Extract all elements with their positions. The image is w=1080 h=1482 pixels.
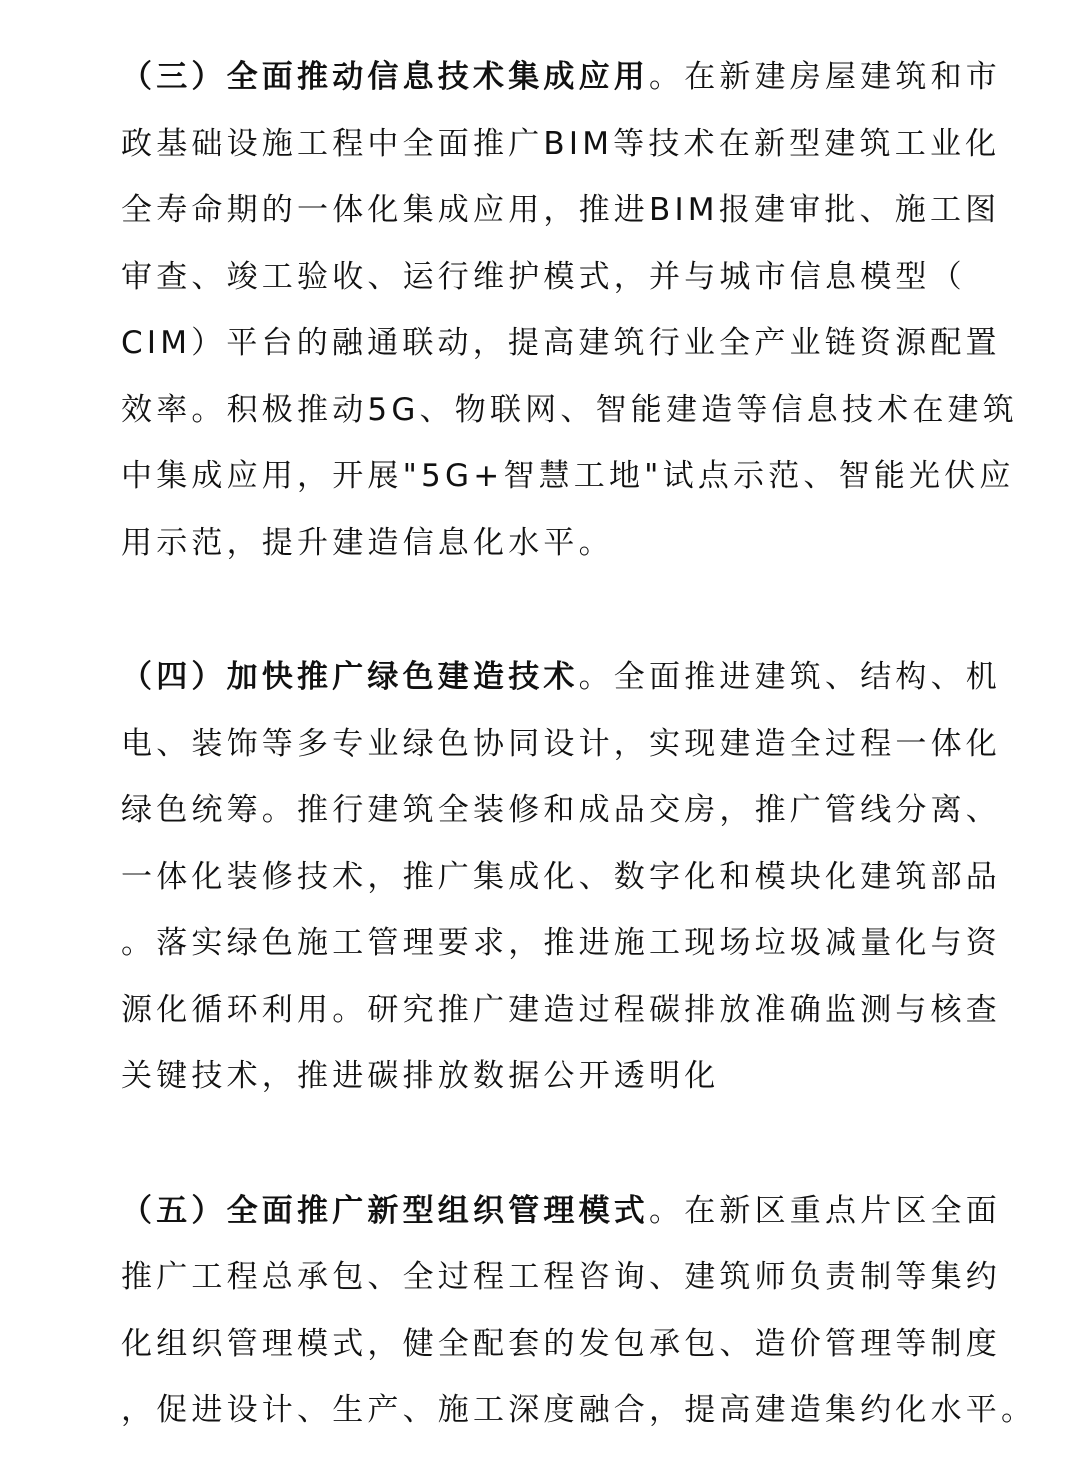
- section-heading: （四）加快推广绿色建造技术: [121, 659, 579, 695]
- paragraph-line: 。落实绿色施工管理要求，推进施工现场垃圾减量化与资: [121, 925, 1001, 961]
- paragraph-text: 。全面推进建筑、结构、机: [578, 659, 1002, 695]
- paragraph-line: 化组织管理模式，健全配套的发包承包、造价管理等制度: [121, 1325, 1001, 1362]
- section-heading: （五）全面推广新型组织管理模式: [121, 1192, 649, 1229]
- paragraph-text: 。在新区重点片区全面: [649, 1192, 1001, 1229]
- paragraph-line: 绿色统筹。推行建筑全装修和成品交房，推广管线分离、: [121, 792, 1001, 828]
- paragraph-line: 推广工程总承包、全过程工程咨询、建筑师负责制等集约: [121, 1259, 1001, 1295]
- paragraph-line: 关键技术，推进碳排放数据公开透明化: [121, 1058, 720, 1094]
- section-5: [121, 1178, 1037, 1444]
- paragraph-line: [121, 44, 1001, 111]
- paragraph-line: 用示范，提升建造信息化水平。: [121, 524, 614, 561]
- paragraph-text: 。在新建房屋建筑和市: [649, 59, 1001, 95]
- paragraph-line: [121, 644, 1002, 711]
- section-4: [121, 644, 1002, 1110]
- paragraph-line: 效率。积极推动5G、物联网、智能建造等信息技术在建筑: [121, 391, 1018, 428]
- paragraph-line: [121, 1178, 1001, 1245]
- paragraph-line: 中集成应用，开展"5G+智慧工地"试点示范、智能光伏应: [121, 458, 1015, 494]
- paragraph-line: 一体化装修技术，推广集成化、数字化和模块化建筑部品: [121, 858, 1001, 895]
- paragraph-line: CIM）平台的融通联动，提高建筑行业全产业链资源配置: [121, 325, 1001, 361]
- paragraph-line: 政基础设施工程中全面推广BIM等技术在新型建筑工业化: [121, 125, 1001, 162]
- paragraph-line: 电、装饰等多专业绿色协同设计，实现建造全过程一体化: [121, 725, 1001, 762]
- section-heading: （三）全面推动信息技术集成应用: [121, 59, 649, 95]
- paragraph-line: 审查、竣工验收、运行维护模式，并与城市信息模型（: [121, 258, 966, 295]
- paragraph-line: 全寿命期的一体化集成应用，推进BIM报建审批、施工图: [121, 192, 1001, 228]
- paragraph-line: ，促进设计、生产、施工深度融合，提高建造集约化水平。: [121, 1392, 1037, 1428]
- paragraph-line: 源化循环利用。研究推广建造过程碳排放准确监测与核查: [121, 991, 1001, 1028]
- document-page: [121, 44, 1037, 1444]
- section-3: [121, 44, 1018, 576]
